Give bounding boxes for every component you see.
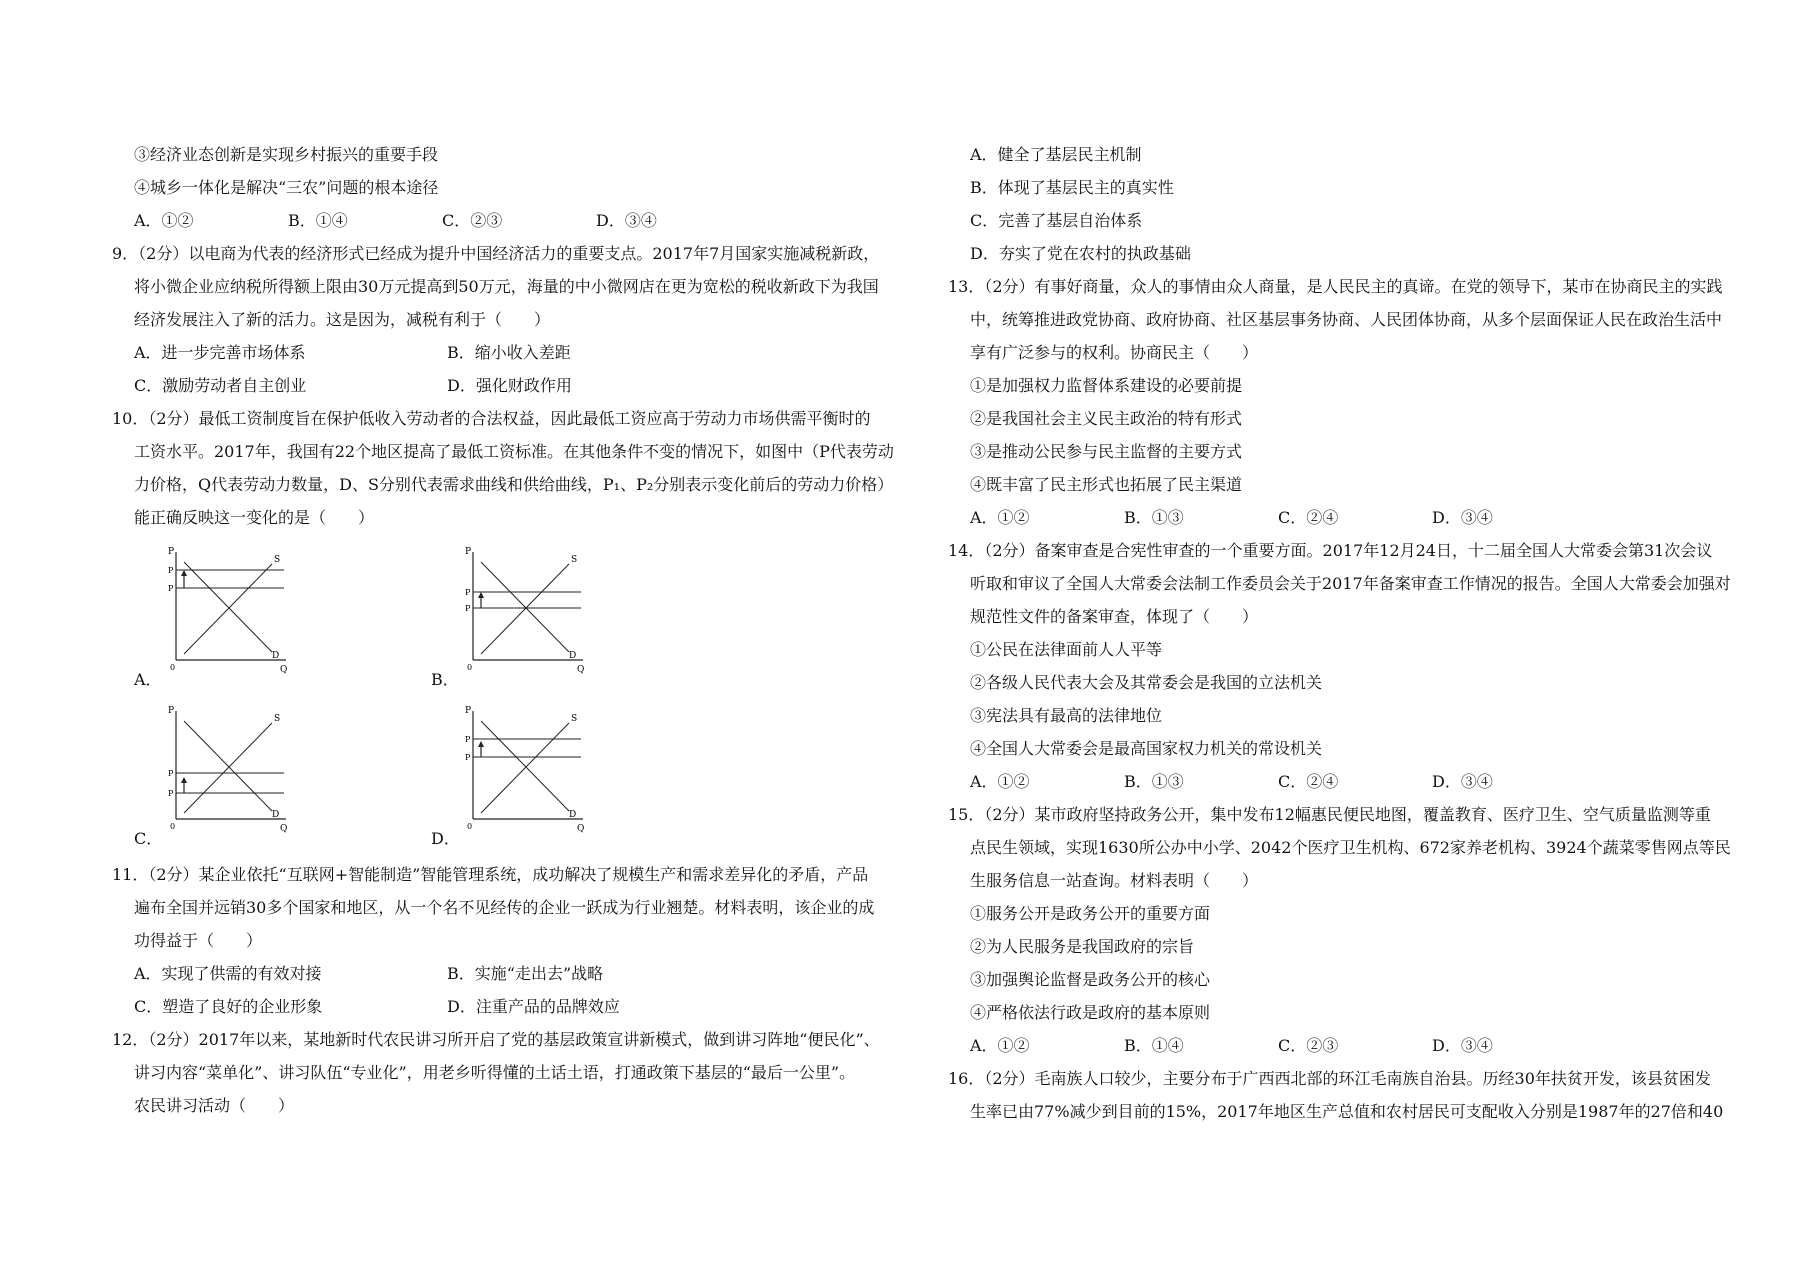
q11-stem-line-1: 11．（2分）某企业依托“互联网+智能制造”智能管理系统，成功解决了规模生产和需求差异化的矛盾，产品 bbox=[112, 865, 869, 884]
q14-item-2: ②各级人民代表大会及其常委会是我国的立法机关 bbox=[970, 673, 1323, 692]
q15-item-2: ②为人民服务是我国政府的宗旨 bbox=[970, 937, 1195, 956]
q16-stem-line-2: 生率已由77%减少到目前的15%，2017年地区生产总值和农村居民可支配收入分别是1987年的27倍和40 bbox=[970, 1102, 1724, 1121]
q10-stem-line-4: 能正确反映这一变化的是（ ） bbox=[134, 508, 375, 527]
graph-d-d-label: D bbox=[569, 810, 577, 820]
q14-item-4: ④全国人大常委会是最高国家权力机关的常设机关 bbox=[970, 739, 1323, 758]
graph-c-p-label: P bbox=[168, 706, 175, 716]
q13-stem-line-2: 中，统筹推进政党协商、政府协商、社区基层事务协商、人民团体协商，从多个层面保证人民在政治生活中 bbox=[970, 310, 1723, 329]
q10-graph-d-label: D． bbox=[431, 829, 460, 848]
q13-item-2: ②是我国社会主义民主政治的特有形式 bbox=[970, 409, 1243, 428]
q10-stem-line-1: 10．（2分）最低工资制度旨在保护低收入劳动者的合法权益，因此最低工资应高于劳动力市场供需平衡时的 bbox=[112, 409, 871, 428]
q15-stem-line-1: 15．（2分）某市政府坚持政务公开，集中发布12幅惠民便民地图，覆盖教育、医疗卫生、空气质量监测等重 bbox=[948, 805, 1711, 824]
q14-stem-line-1: 14．（2分）备案审查是合宪性审查的一个重要方面。2017年12月24日，十二届全国人大常委会第31次会议 bbox=[948, 541, 1713, 560]
supply-demand-graph-a bbox=[164, 542, 294, 682]
q15-stem-line-2: 点民生领域，实现1630所公办中小学、2042个医疗卫生机构、672家养老机构、3924个蔬菜零售网点等民 bbox=[970, 838, 1731, 857]
q11-option-d[interactable]: D．注重产品的品牌效应 bbox=[447, 997, 620, 1016]
q11-stem-line-2: 遍布全国并远销30多个国家和地区，从一个名不见经传的企业一跃成为行业翘楚。材料表明，该企业的成 bbox=[134, 898, 875, 917]
q12-stem-line-1: 12．（2分）2017年以来，某地新时代农民讲习所开启了党的基层政策宣讲新模式，做到讲习阵地“便民化”、 bbox=[112, 1030, 880, 1049]
q11-option-c[interactable]: C．塑造了良好的企业形象 bbox=[134, 997, 323, 1016]
graph-b-p-upper: P bbox=[465, 588, 471, 597]
q10-graph-d[interactable] bbox=[431, 701, 731, 851]
q13-item-3: ③是推动公民参与民主监督的主要方式 bbox=[970, 442, 1243, 461]
q9-option-b[interactable]: B．缩小收入差距 bbox=[447, 343, 571, 362]
graph-a-p-label: P bbox=[168, 547, 175, 557]
graph-b-s-label: S bbox=[571, 555, 578, 565]
q15-option-c[interactable]: C．②③ bbox=[1278, 1036, 1339, 1055]
q13-item-1: ①是加强权力监督体系建设的必要前提 bbox=[970, 376, 1243, 395]
q10-graph-a[interactable] bbox=[134, 542, 434, 692]
q11-option-b[interactable]: B．实施“走出去”战略 bbox=[447, 964, 604, 983]
q10-stem-line-3: 力价格，Q代表劳动力数量，D、S分别代表需求曲线和供给曲线，P₁、P₂分别表示变化前后的劳动力价格） bbox=[134, 475, 894, 494]
q9-option-c[interactable]: C．激励劳动者自主创业 bbox=[134, 376, 307, 395]
q10-graph-a-label: A． bbox=[134, 670, 162, 689]
q14-option-d[interactable]: D．③④ bbox=[1432, 772, 1493, 791]
q12-option-c[interactable]: C．完善了基层自治体系 bbox=[970, 211, 1143, 230]
q11-options-row-1 bbox=[112, 957, 912, 990]
supply-demand-graph-d bbox=[461, 701, 591, 841]
supply-demand-graph-c bbox=[164, 701, 294, 841]
q8-item-4: ④城乡一体化是解决“三农”问题的根本途径 bbox=[134, 178, 439, 197]
q9-stem-line-1: 9．（2分）以电商为代表的经济形式已经成为提升中国经济活力的重要支点。2017年7月国家实施减税新政， bbox=[112, 244, 880, 263]
q13-stem-line-1: 13．（2分）有事好商量，众人的事情由众人商量，是人民民主的真谛。在党的领导下，某市在协商民主的实践 bbox=[948, 277, 1723, 296]
q11-stem-line-3: 功得益于（ ） bbox=[134, 931, 263, 950]
q14-item-3: ③宪法具有最高的法律地位 bbox=[970, 706, 1163, 725]
graph-a-p-upper: P bbox=[168, 566, 174, 575]
left-column bbox=[112, 138, 912, 1122]
q15-item-4: ④严格依法行政是政府的基本原则 bbox=[970, 1003, 1211, 1022]
q15-option-d[interactable]: D．③④ bbox=[1432, 1036, 1493, 1055]
graph-b-p-label: P bbox=[465, 547, 472, 557]
q13-option-c[interactable]: C．②④ bbox=[1278, 508, 1339, 527]
graph-b-d-label: D bbox=[569, 651, 577, 661]
graph-c-d-label: D bbox=[272, 810, 280, 820]
graph-d-p-label: P bbox=[465, 706, 472, 716]
graph-a-origin: 0 bbox=[170, 663, 176, 672]
q10-graph-b[interactable] bbox=[431, 542, 731, 692]
graph-c-p-lower: P bbox=[168, 789, 174, 798]
q8-option-b[interactable]: B．①④ bbox=[288, 211, 348, 230]
q12-option-b[interactable]: B．体现了基层民主的真实性 bbox=[970, 178, 1174, 197]
q13-item-4: ④既丰富了民主形式也拓展了民主渠道 bbox=[970, 475, 1243, 494]
q12-option-d[interactable]: D．夯实了党在农村的执政基础 bbox=[970, 244, 1191, 263]
q15-stem-line-3: 生服务信息一站查询。材料表明（ ） bbox=[970, 871, 1259, 890]
right-column bbox=[948, 138, 1731, 1128]
q10-graphs bbox=[134, 538, 912, 858]
graph-c-s-label: S bbox=[274, 714, 281, 724]
q13-option-b[interactable]: B．①③ bbox=[1124, 508, 1184, 527]
q15-options bbox=[948, 1029, 1728, 1062]
q14-options bbox=[948, 765, 1728, 798]
q13-option-a[interactable]: A．①② bbox=[970, 508, 1030, 527]
q10-graph-b-label: B． bbox=[431, 670, 459, 689]
graph-b-p-lower: P bbox=[465, 604, 471, 613]
q14-option-b[interactable]: B．①③ bbox=[1124, 772, 1184, 791]
q9-stem-line-2: 将小微企业应纳税所得额上限由30万元提高到50万元，海量的中小微网店在更为宽松的税收新政下为我国 bbox=[134, 277, 879, 296]
graph-a-s-label: S bbox=[274, 555, 281, 565]
graph-b-q-label: Q bbox=[577, 665, 585, 675]
q13-stem-line-3: 享有广泛参与的权利。协商民主（ ） bbox=[970, 343, 1259, 362]
q13-options bbox=[948, 501, 1728, 534]
q14-option-c[interactable]: C．②④ bbox=[1278, 772, 1339, 791]
q10-stem-line-2: 工资水平。2017年，我国有22个地区提高了最低工资标准。在其他条件不变的情况下，如图中（P代表劳动 bbox=[134, 442, 894, 461]
q15-item-3: ③加强舆论监督是政务公开的核心 bbox=[970, 970, 1211, 989]
q12-stem-line-2: 讲习内容“菜单化”、讲习队伍“专业化”，用老乡听得懂的土话土语，打通政策下基层的“最后一公里”。 bbox=[134, 1063, 856, 1082]
q14-option-a[interactable]: A．①② bbox=[970, 772, 1030, 791]
q11-options-row-2 bbox=[112, 990, 912, 1023]
q15-option-b[interactable]: B．①④ bbox=[1124, 1036, 1184, 1055]
graph-a-q-label: Q bbox=[280, 665, 288, 675]
graph-d-p-upper: P bbox=[465, 735, 471, 744]
graph-d-q-label: Q bbox=[577, 824, 585, 834]
q11-option-a[interactable]: A．实现了供需的有效对接 bbox=[134, 964, 322, 983]
q14-stem-line-2: 听取和审议了全国人大常委会法制工作委员会关于2017年备案审查工作情况的报告。全国人大常委会加强对 bbox=[970, 574, 1731, 593]
q10-graph-c[interactable] bbox=[134, 701, 434, 851]
q14-stem-line-3: 规范性文件的备案审查，体现了（ ） bbox=[970, 607, 1259, 626]
graph-d-origin: 0 bbox=[467, 822, 473, 831]
q8-option-d[interactable]: D．③④ bbox=[596, 211, 657, 230]
graph-c-p-upper: P bbox=[168, 769, 174, 778]
q10-graph-c-label: C． bbox=[134, 829, 163, 848]
q9-option-d[interactable]: D．强化财政作用 bbox=[447, 376, 572, 395]
graph-c-q-label: Q bbox=[280, 824, 288, 834]
graph-d-s-label: S bbox=[571, 714, 578, 724]
q12-stem-line-3: 农民讲习活动（ ） bbox=[134, 1096, 295, 1115]
q15-option-a[interactable]: A．①② bbox=[970, 1036, 1030, 1055]
q15-item-1: ①服务公开是政务公开的重要方面 bbox=[970, 904, 1211, 923]
graph-c-origin: 0 bbox=[170, 822, 176, 831]
q14-item-1: ①公民在法律面前人人平等 bbox=[970, 640, 1163, 659]
graph-b-origin: 0 bbox=[467, 663, 473, 672]
q13-option-d[interactable]: D．③④ bbox=[1432, 508, 1493, 527]
q8-option-a[interactable]: A．①② bbox=[134, 211, 194, 230]
q8-option-c[interactable]: C．②③ bbox=[442, 211, 503, 230]
q9-option-a[interactable]: A．进一步完善市场体系 bbox=[134, 343, 306, 362]
q8-item-3: ③经济业态创新是实现乡村振兴的重要手段 bbox=[134, 145, 439, 164]
q9-options-row-1 bbox=[112, 336, 912, 369]
graph-d-p-lower: P bbox=[465, 753, 471, 762]
graph-a-d-label: D bbox=[272, 651, 280, 661]
q9-options-row-2 bbox=[112, 369, 912, 402]
q16-stem-line-1: 16．（2分）毛南族人口较少，主要分布于广西西北部的环江毛南族自治县。历经30年扶贫开发，该县贫困发 bbox=[948, 1069, 1711, 1088]
q8-options bbox=[112, 204, 912, 237]
q9-stem-line-3: 经济发展注入了新的活力。这是因为，减税有利于（ ） bbox=[134, 310, 551, 329]
q12-option-a[interactable]: A．健全了基层民主机制 bbox=[970, 145, 1142, 164]
graph-a-p-lower: P bbox=[168, 584, 174, 593]
supply-demand-graph-b bbox=[461, 542, 591, 682]
